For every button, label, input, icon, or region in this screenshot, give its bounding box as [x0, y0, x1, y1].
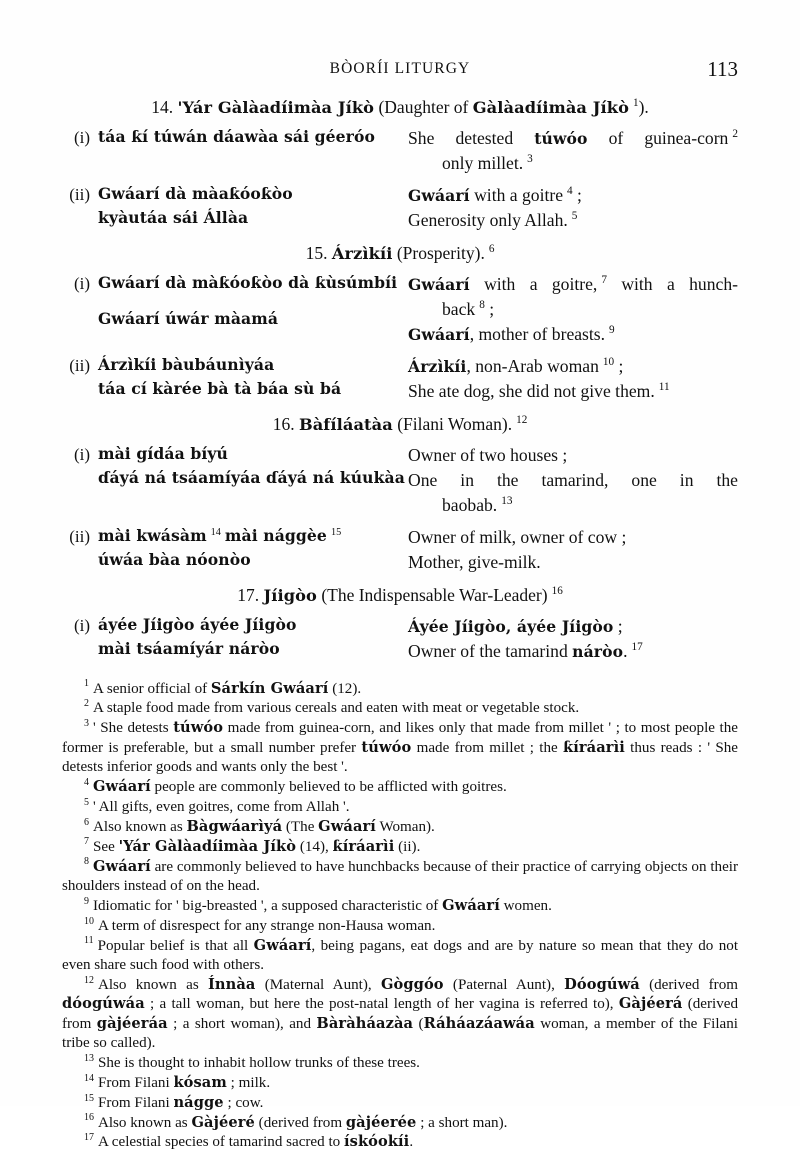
- verse-columns: [98, 183, 738, 232]
- hausa-text: táa cí kàrée bà tà báa sù bá: [98, 378, 342, 398]
- verse-original-column: [98, 443, 408, 517]
- section-heading-section-15: [62, 243, 738, 265]
- verse-marker: (i): [73, 616, 90, 636]
- hausa-text: mài nággèe: [224, 526, 327, 546]
- hausa-text: túwóo: [534, 128, 588, 148]
- footnote-ref[interactable]: 3: [527, 152, 533, 165]
- footnote-marker: 9: [84, 895, 89, 907]
- hausa-text: 'Yár Gàlàadíimàa Jíkò: [118, 837, 297, 855]
- footnote-marker: 1: [84, 678, 89, 690]
- hausa-text: Gwáarí: [92, 777, 151, 795]
- hausa-text: Dóogúwá: [564, 975, 640, 993]
- footnote-item: $^5$ ' All gifts, even goitres, come from Allah '.: [84, 796, 350, 815]
- verse-spacer: [98, 296, 408, 308]
- verse-columns: [98, 614, 738, 663]
- footnote-marker: 17: [84, 1132, 94, 1144]
- hausa-text: Árzìkíi: [331, 244, 393, 264]
- page-number: 113: [707, 57, 738, 81]
- hausa-text: Gòggóo: [380, 975, 444, 993]
- footnote-ref[interactable]: 15: [330, 526, 342, 538]
- verse-translation-column: [408, 525, 738, 574]
- verse-line: She detested túwóo of guinea-corn $^2$: [408, 127, 738, 148]
- verse-translation-column: [408, 183, 738, 232]
- verse-translation-column: [408, 443, 738, 517]
- footnote-item: $^8$ Gwáarí are commonly believed to have hunchbacks because of their practice of carrying objects on their shoulders instead of on the head.: [62, 856, 738, 894]
- verse-translation-column: [408, 614, 738, 663]
- verse-line: She ate dog, she did not give them. $^{11}$: [408, 380, 670, 401]
- hausa-text: kyàutáa sái Állàa: [98, 207, 249, 227]
- hausa-text: Gwáarí: [253, 936, 312, 954]
- verse-line: [98, 378, 408, 402]
- verse-line: baobab. $^{13}$: [442, 494, 513, 515]
- footnote-item: $^{11}$ Popular belief is that all Gwáarí, being pagans, eat dogs and are by nature so mean that they do not even share such food with others.: [62, 935, 739, 973]
- hausa-text: Árzìkíi: [408, 357, 467, 377]
- running-head: [62, 57, 738, 86]
- hausa-text: kósam: [173, 1073, 227, 1091]
- verse-row: [62, 525, 738, 574]
- hausa-text: túwóo: [173, 719, 224, 737]
- verse-marker: (ii): [69, 356, 90, 376]
- hausa-text: úwáa bàa nóonòo: [98, 549, 251, 569]
- footnote-ref[interactable]: 8: [479, 298, 485, 311]
- verse-marker: (i): [73, 445, 90, 465]
- section-number: 14.: [151, 97, 174, 117]
- footnote-marker: 11: [84, 935, 94, 947]
- verse-row: [62, 126, 738, 175]
- hausa-text: áyée Jíigòo áyée Jíigòo: [98, 615, 297, 635]
- footnote-marker: 4: [84, 776, 89, 788]
- verse-row: [62, 354, 738, 403]
- footnote-ref[interactable]: 14: [210, 526, 221, 538]
- verse-columns: [98, 354, 738, 403]
- verse-line: One in the tamarind, one in the: [408, 469, 738, 490]
- hausa-text: Gwáarí: [408, 275, 470, 295]
- footnote-ref[interactable]: 17: [631, 640, 643, 653]
- footnote-item: $^7$ See 'Yár Gàlàadíimàa Jíkò (14), ƙíráarìi (ii).: [84, 836, 421, 855]
- hausa-text: mài kwásàm: [98, 526, 207, 546]
- hausa-text: Jíigòo: [263, 586, 317, 606]
- running-head-title: BÒORÍI LITURGY: [329, 60, 471, 77]
- verse-original-column: [98, 272, 408, 346]
- footnote-item: $^{15}$ From Filani nágge ; cow.: [84, 1092, 264, 1111]
- footnote-ref[interactable]: 7: [601, 274, 607, 287]
- section-heading-section-14: [62, 97, 738, 119]
- verse-original-column: [98, 614, 408, 663]
- verse-line: only millet. $^3$: [442, 152, 533, 173]
- hausa-text: Gwáarí úwár màamá: [98, 308, 279, 328]
- footnote-marker: 12: [84, 974, 94, 986]
- verse-line: [98, 638, 408, 662]
- section-gloss: (The Indispensable War-Leader) $^{16}$: [321, 585, 563, 606]
- hausa-text: mài gídáa bíyú: [98, 444, 228, 464]
- footnote-ref[interactable]: 5: [571, 209, 578, 222]
- hausa-text: Sárkín Gwáarí: [210, 679, 329, 697]
- verse-block: [62, 126, 738, 175]
- verse-columns: [98, 272, 738, 346]
- footnote-item: $^{16}$ Also known as Gàjéeré (derived from gàjéerée ; a short man).: [84, 1112, 508, 1131]
- verse-translation-column: [408, 126, 738, 175]
- footnote-item: $^{10}$ A term of disrespect for any strange non-Hausa woman.: [84, 915, 436, 934]
- section-heading-section-16: [62, 414, 738, 436]
- footnote-ref[interactable]: 16: [551, 585, 563, 598]
- verse-original-column: [98, 354, 408, 403]
- hausa-text: Árzìkíi bàubáunìyáa: [98, 355, 275, 375]
- footnote-item: $^1$ A senior official of Sárkín Gwáarí (12).: [84, 678, 362, 697]
- footnote-item: $^{17}$ A celestial species of tamarind sacred to ískóokíi.: [84, 1132, 414, 1151]
- hausa-text: gàjéerée: [345, 1113, 417, 1131]
- footnotes-container: [62, 680, 738, 1153]
- hausa-text: Gwáarí dà màƙóoƙòo dà ƙùsúmbíi: [98, 273, 398, 293]
- verse-block: [62, 443, 738, 517]
- footnote-marker: 10: [84, 915, 94, 927]
- verse-line: Áyée Jíigòo, áyée Jíigòo ;: [408, 616, 623, 637]
- hausa-text: Gwáarí: [92, 857, 151, 875]
- verse-line: back $^8$ ;: [442, 298, 495, 319]
- verse-line: Gwáarí, mother of breasts. $^9$: [408, 323, 615, 344]
- verse-line: Owner of milk, owner of cow ;: [408, 527, 627, 548]
- verse-line: Owner of the tamarind náròo. $^{17}$: [408, 640, 643, 661]
- hausa-text: Ráháazáawáa: [423, 1014, 535, 1032]
- section-gloss: (Prosperity). $^6$: [396, 243, 495, 264]
- verse-line: [98, 272, 408, 296]
- verse-line: Gwáarí with a goitre, $^7$ with a hunch-: [408, 274, 738, 295]
- section-gloss: (Daughter of: [378, 97, 473, 117]
- footnote-marker: 5: [84, 796, 89, 808]
- section-number: 16.: [272, 414, 295, 435]
- footnote-item: $^2$ A staple food made from various cereals and eaten with meat or vegetable stock.: [84, 698, 580, 717]
- footnote-item: $^9$ Idiomatic for ' big-breasted ', a supposed characteristic of Gwáarí women.: [84, 895, 552, 914]
- footnote-marker: 16: [84, 1112, 94, 1124]
- verse-block: [62, 525, 738, 574]
- verse-columns: [98, 525, 738, 574]
- section-gloss-cont: $^1$).: [629, 97, 649, 117]
- verse-block: [62, 183, 738, 232]
- verse-marker: (ii): [69, 185, 90, 205]
- footnote-ref[interactable]: 10: [602, 356, 615, 369]
- verse-translation-column: [408, 354, 738, 403]
- verse-line: Gwáarí with a goitre $^4$ ;: [408, 185, 582, 206]
- verse-block: [62, 614, 738, 663]
- verse-line: [98, 308, 408, 332]
- verse-line: [98, 126, 408, 150]
- hausa-text: Áyée Jíigòo, áyée Jíigòo: [408, 617, 614, 637]
- hausa-text: Bàfíláatàa: [298, 415, 393, 435]
- footnote-ref[interactable]: 13: [501, 494, 513, 507]
- verse-marker: (i): [73, 127, 90, 147]
- hausa-text: Bàràháazàa: [316, 1014, 414, 1032]
- verse-line: [98, 525, 408, 549]
- verse-original-column: [98, 525, 408, 574]
- verse-line: [98, 443, 408, 467]
- hausa-text: Gwáarí: [408, 186, 470, 206]
- footnote-ref[interactable]: 6: [488, 243, 495, 256]
- section-heading-section-17: [62, 585, 738, 607]
- verse-columns: [98, 126, 738, 175]
- footnote-ref[interactable]: 9: [609, 323, 615, 336]
- footnote-marker: 6: [84, 816, 89, 828]
- hausa-text: túwóo: [361, 738, 412, 756]
- footnote-marker: 15: [84, 1092, 94, 1104]
- hausa-text: 'Yár Gàlàadíimàa Jíkò: [177, 98, 375, 117]
- hausa-text: Gwáarí: [442, 896, 500, 914]
- hausa-text: Gwáarí dà màaƙóoƙòo: [98, 184, 293, 204]
- footnote-item: $^{12}$ Also known as Ínnàa (Maternal Aunt), Gòggóo (Paternal Aunt), Dóogúwá (derived from dóogúwáa ; a tall woman, but here the post-natal length of her vagina is referred to), Gàjéerá (derived from gàjéeráa ; a short woman), and Bàràháazàa (Ráháazáawáa woman, a member of the Filani tribe so called).: [62, 974, 739, 1052]
- section-number: 17.: [237, 585, 260, 606]
- verse-line: [98, 614, 408, 638]
- verse-columns: [98, 443, 738, 517]
- footnote-ref[interactable]: 1: [632, 97, 639, 110]
- hausa-text: Bàgwáarìyá: [186, 817, 283, 835]
- verse-row: [62, 443, 738, 517]
- footnote-item: $^4$ Gwáarí people are commonly believed to be afflicted with goitres.: [84, 776, 507, 795]
- hausa-text: gàjéeráa: [96, 1014, 168, 1032]
- hausa-text: nágge: [173, 1093, 224, 1111]
- verse-line: [98, 354, 408, 378]
- verse-line: [98, 207, 408, 231]
- section-number: 15.: [305, 243, 328, 264]
- section-gloss: (Filani Woman). $^{12}$: [397, 414, 528, 435]
- verse-line: Generosity only Allah. $^5$: [408, 209, 578, 230]
- hausa-text: Gwáarí: [408, 324, 470, 344]
- hausa-text: táa ƙí túwán dáawàa sái géeróo: [98, 126, 376, 146]
- verse-original-column: [98, 126, 408, 175]
- hausa-text: ískóokíi: [343, 1133, 410, 1151]
- verse-row: [62, 272, 738, 346]
- footnote-marker: 3: [84, 718, 89, 730]
- hausa-text: mài tsáamíyár náròo: [98, 638, 280, 658]
- verse-line: [98, 467, 408, 491]
- hausa-text: dóogúwáa: [62, 995, 145, 1013]
- page-content: [62, 57, 739, 1153]
- footnote-ref[interactable]: 2: [732, 127, 738, 140]
- footnote-marker: 7: [84, 836, 89, 848]
- footnote-item: $^{14}$ From Filani kósam ; milk.: [84, 1072, 271, 1091]
- sections-container: [62, 97, 738, 664]
- footnote-marker: 14: [84, 1072, 94, 1084]
- verse-line: Mother, give-milk.: [408, 551, 541, 572]
- verse-translation-column: [408, 272, 738, 346]
- verse-line: Owner of two houses ;: [408, 445, 568, 466]
- footnote-item: $^{13}$ She is thought to inhabit hollow trunks of these trees.: [84, 1052, 420, 1071]
- footnote-ref[interactable]: 4: [567, 185, 573, 198]
- verse-row: [62, 183, 738, 232]
- verse-line: Árzìkíi, non-Arab woman $^{10}$ ;: [408, 356, 624, 377]
- verse-marker: (ii): [69, 527, 90, 547]
- hausa-text: ɗáyá ná tsáamíyáa ɗáyá ná kúukàa: [98, 467, 405, 487]
- hausa-text: ƙíráarìi: [332, 837, 395, 855]
- footnote-ref[interactable]: 12: [516, 414, 528, 427]
- hausa-text: ƙíráarìi: [563, 738, 625, 756]
- hausa-text: Gàlàadíimàa Jíkò: [472, 98, 629, 117]
- verse-original-column: [98, 183, 408, 232]
- hausa-text: Gwáarí: [318, 817, 376, 835]
- verse-block: [62, 354, 738, 403]
- footnote-marker: 2: [84, 698, 89, 710]
- hausa-text: Gàjéerá: [618, 995, 683, 1013]
- hausa-text: Ínnàa: [207, 975, 256, 993]
- verse-line: [98, 183, 408, 207]
- hausa-text: náròo: [572, 641, 624, 661]
- hausa-text: Gàjéeré: [191, 1113, 255, 1131]
- footnote-marker: 13: [84, 1052, 94, 1064]
- footnote-marker: 8: [84, 856, 89, 868]
- verse-line: [98, 549, 408, 573]
- footnote-ref[interactable]: 11: [658, 380, 670, 393]
- verse-marker: (i): [73, 274, 90, 294]
- verse-block: [62, 272, 738, 346]
- verse-row: [62, 614, 738, 663]
- footnote-item: $^3$ ' She detests túwóo made from guinea-corn, and likes only that made from millet ' ; to most people the former is preferable, but a small number prefer túwóo made from millet ; the ƙíráarìi thus reads : ' She detests inferior goods and wants only the best '.: [62, 718, 738, 776]
- footnote-item: $^6$ Also known as Bàgwáarìyá (The Gwáarí Woman).: [84, 816, 435, 835]
